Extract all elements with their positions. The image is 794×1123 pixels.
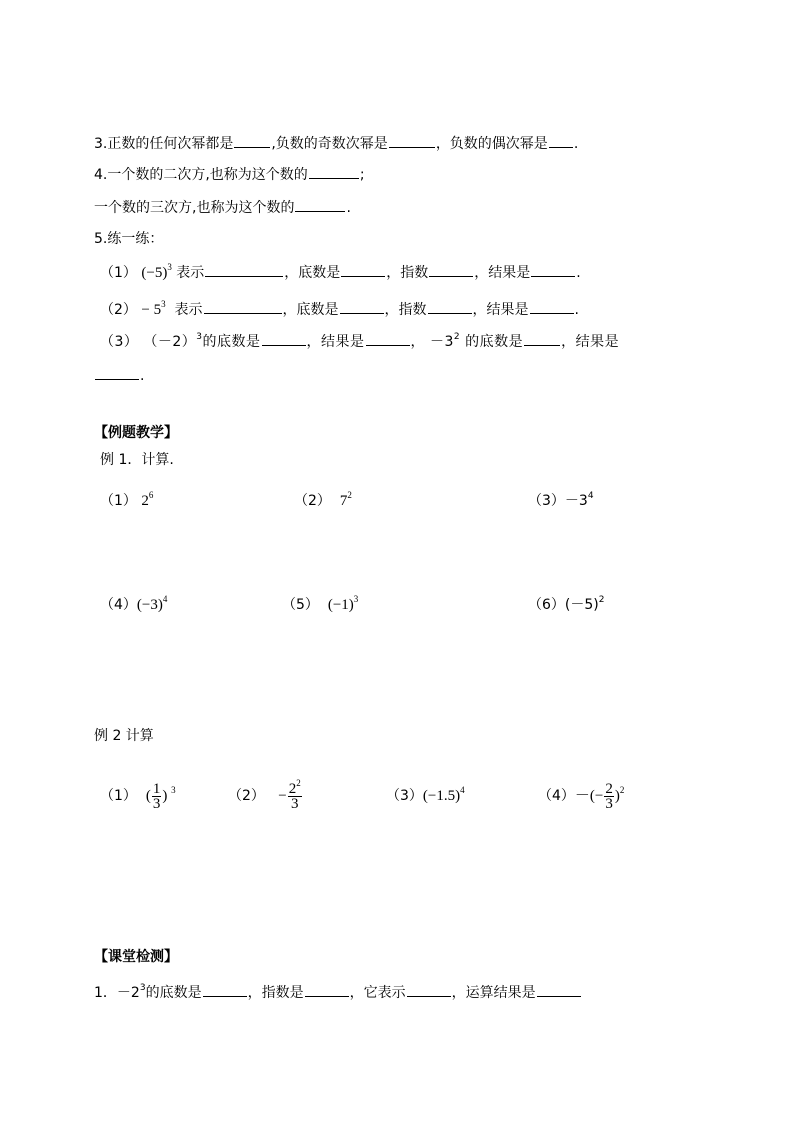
item-label: （1） bbox=[100, 265, 137, 281]
practice-3-end bbox=[94, 366, 144, 385]
answer-blank[interactable] bbox=[204, 300, 282, 314]
check-question-1: 1．$-2^3$的底数是 ，指数是 ，它表示 ，运算结果是 bbox=[94, 983, 582, 1002]
text: . bbox=[346, 200, 351, 216]
math-expression: $(-5)^3$ bbox=[141, 262, 172, 281]
text: ，负数的偶次幂是 bbox=[435, 136, 548, 152]
text: ，结果是 bbox=[474, 265, 531, 281]
answer-blank[interactable] bbox=[234, 134, 270, 148]
text: . bbox=[574, 302, 579, 318]
example-1-item-3: $(3)-3^4$ bbox=[528, 491, 594, 509]
text: . bbox=[576, 265, 581, 281]
math-expression: ( $\frac{1}{3}$ ) $^3$ bbox=[145, 781, 176, 813]
answer-blank[interactable] bbox=[530, 300, 574, 314]
practice-1 bbox=[100, 263, 581, 282]
example-2-item-1: （1） ( $\frac{1}{3}$ ) $^3$ bbox=[100, 781, 176, 813]
math-expression: − $\frac{2^2}{3}$ bbox=[278, 778, 301, 813]
item-label: （3） bbox=[100, 334, 139, 350]
text: ; bbox=[359, 167, 365, 183]
item-label: （2） bbox=[100, 302, 137, 318]
text: ，底数是 bbox=[282, 302, 339, 318]
text: . bbox=[140, 368, 145, 384]
example-1-item-5: （5） $(-1)^3$ bbox=[282, 594, 359, 613]
section-header-examples: 【例题教学】 bbox=[94, 425, 178, 441]
practice-3 bbox=[100, 332, 619, 351]
example-1-item-6: $(6)(-5)^2$ bbox=[528, 595, 605, 613]
text: 表示 bbox=[174, 302, 203, 318]
answer-blank[interactable] bbox=[524, 332, 560, 346]
text: ， bbox=[410, 334, 426, 350]
example-1-title: 例 1．计算. bbox=[100, 452, 174, 468]
answer-blank[interactable] bbox=[340, 300, 384, 314]
answer-blank[interactable] bbox=[407, 983, 451, 997]
answer-blank[interactable] bbox=[95, 366, 139, 380]
math-expression: $-3^2$ bbox=[429, 332, 461, 350]
section-header-check: 【课堂检测】 bbox=[94, 949, 178, 965]
example-2-title: 例 2 计算 bbox=[94, 728, 154, 744]
math-expression: $-2^3$ bbox=[116, 983, 146, 1001]
text: ，结果是 bbox=[472, 302, 529, 318]
answer-blank[interactable] bbox=[537, 983, 581, 997]
text: 3.正数的任何次幂都是 bbox=[94, 136, 234, 152]
answer-blank[interactable] bbox=[341, 263, 385, 277]
text: ，结果是 bbox=[306, 334, 365, 350]
answer-blank[interactable] bbox=[389, 134, 435, 148]
text: . bbox=[573, 136, 579, 152]
example-2-item-3: $(3)(-1.5)^4$ bbox=[386, 785, 465, 804]
text: ，指数 bbox=[384, 302, 427, 318]
answer-blank[interactable] bbox=[305, 983, 349, 997]
example-1-item-4: $(4)(-3)^4$ bbox=[100, 594, 168, 613]
answer-blank[interactable] bbox=[428, 300, 472, 314]
example-1-item-2: （2） $7^2$ bbox=[294, 490, 352, 509]
answer-blank[interactable] bbox=[549, 134, 573, 148]
question-4b bbox=[94, 198, 351, 217]
math-expression: $(-1.5)^4$ bbox=[422, 785, 465, 804]
math-expression: －(− $\frac{2}{3}$ )$^2$ bbox=[574, 781, 625, 813]
question-3 bbox=[94, 134, 578, 153]
answer-blank[interactable] bbox=[295, 198, 345, 212]
text: 一个数的三次方,也称为这个数的 bbox=[94, 200, 295, 216]
math-expression: $(-2)^3$ bbox=[143, 332, 203, 350]
text: ,负数的奇数次幂是 bbox=[271, 136, 388, 152]
answer-blank[interactable] bbox=[262, 332, 306, 346]
answer-blank[interactable] bbox=[203, 983, 247, 997]
practice-2 bbox=[100, 300, 579, 319]
text: ，指数 bbox=[386, 265, 429, 281]
text: 的底数是 bbox=[202, 334, 261, 350]
question-5-title: 5.练一练： bbox=[94, 231, 164, 247]
answer-blank[interactable] bbox=[531, 263, 575, 277]
math-expression: − $5^3$ bbox=[141, 299, 166, 318]
text: 4.一个数的二次方,也称为这个数的 bbox=[94, 167, 308, 183]
text: 表示 bbox=[176, 265, 205, 281]
answer-blank[interactable] bbox=[309, 165, 359, 179]
text: ，底数是 bbox=[284, 265, 341, 281]
example-1-item-1: （1） $2^6$ bbox=[100, 490, 154, 509]
question-4 bbox=[94, 165, 365, 184]
example-2-item-4: （4）－(− $\frac{2}{3}$ )$^2$ bbox=[538, 781, 625, 813]
answer-blank[interactable] bbox=[429, 263, 473, 277]
text: ，结果是 bbox=[561, 334, 620, 350]
answer-blank[interactable] bbox=[366, 332, 410, 346]
answer-blank[interactable] bbox=[205, 263, 283, 277]
example-2-item-2: （2） − $\frac{2^2}{3}$ bbox=[228, 778, 301, 813]
text: 的底数是 bbox=[465, 334, 524, 350]
